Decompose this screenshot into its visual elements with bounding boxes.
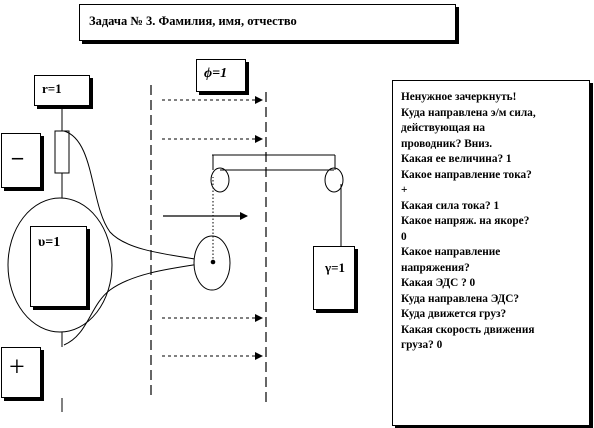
- title-text: Задача № 3. Фамилия, имя, отчество: [89, 14, 297, 28]
- plus-terminal-box: [1, 347, 41, 398]
- pulley-right: [325, 168, 343, 192]
- question-line: Какая скорость движения: [401, 323, 535, 336]
- question-line: Куда направлена ЭДС?: [401, 292, 520, 305]
- question-line: Куда направлена э/м сила,: [401, 106, 536, 119]
- question-line: груза? 0: [401, 339, 443, 351]
- velocity-label: υ=1: [38, 235, 61, 250]
- question-line: действующая на: [401, 122, 486, 134]
- question-line: напряжения?: [401, 261, 470, 274]
- question-line: Какое напряж. на якоре?: [401, 215, 530, 227]
- question-line: Какая ЭДС ? 0: [401, 277, 476, 289]
- question-line: Ненужное зачеркнуть!: [401, 91, 517, 103]
- title-box: [79, 4, 456, 41]
- question-line: Какая сила тока? 1: [401, 199, 500, 212]
- load-label: γ=1: [325, 260, 345, 275]
- question-line: проводник? Вниз.: [401, 137, 493, 150]
- load-weight-box: [313, 246, 355, 310]
- minus-label: –: [12, 144, 23, 169]
- velocity-box: [30, 226, 87, 307]
- question-line: 0: [401, 230, 407, 243]
- question-line: Какое направление тока?: [401, 168, 532, 181]
- pulley-left: [211, 168, 229, 192]
- resistance-label: r=1: [42, 81, 62, 96]
- resistor: [55, 131, 69, 173]
- questions-box: [392, 80, 590, 426]
- resistance-box: [34, 75, 90, 106]
- minus-terminal-box: [1, 133, 41, 188]
- plus-label: +: [9, 352, 25, 383]
- flux-box: [196, 59, 246, 92]
- question-line: Какая ее величина? 1: [401, 153, 512, 165]
- flux-label: ϕ=1: [204, 66, 228, 81]
- questions-list: [401, 90, 536, 354]
- question-line: +: [401, 184, 408, 196]
- question-line: Куда движется груз?: [401, 308, 507, 320]
- question-line: Какое направление: [401, 246, 501, 258]
